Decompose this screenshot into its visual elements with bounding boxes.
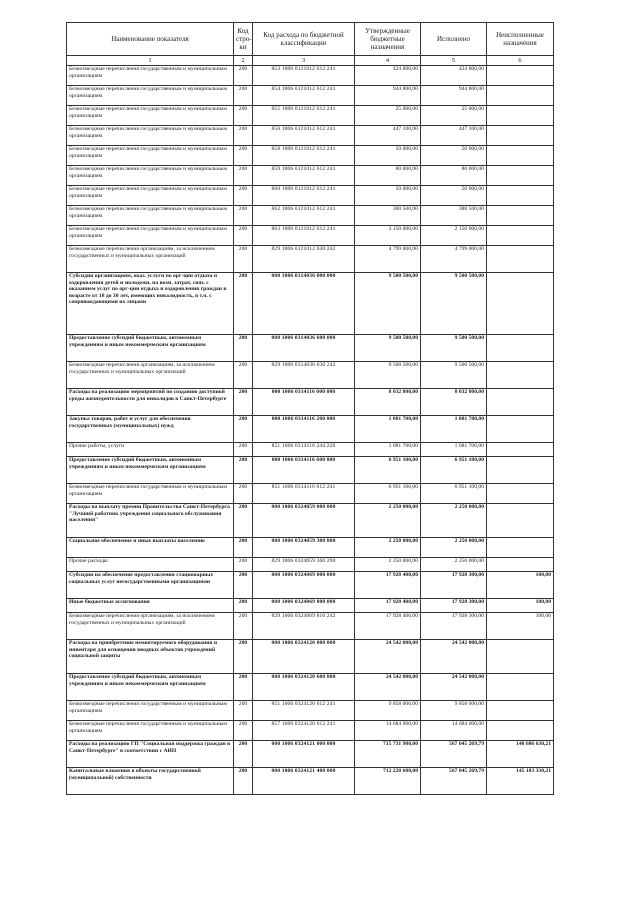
row-line-code: 200: [234, 504, 253, 538]
row-line-code: 200: [234, 146, 253, 166]
row-unexecuted-amount: [487, 457, 554, 484]
row-approved-amount: 1 081 700,00: [355, 416, 421, 443]
column-number: 1: [67, 56, 234, 66]
row-indicator-name: Расходы на приобретение немонтируемого оборудования и инвентаря для оснащения вводных объектов учреждений социальной защиты: [67, 640, 234, 674]
row-executed-amount: 1 081 700,00: [421, 416, 487, 443]
row-indicator-name: Расходы на реализацию мероприятий по созданию доступной среды жизнедеятельности для инвалидов в Санкт-Петербурге: [67, 389, 234, 416]
row-budget-code: 000 1006 0324069 000 000: [253, 572, 355, 599]
row-budget-code: 000 1006 0314036 600 000: [253, 335, 355, 362]
header-executed: Исполнено: [421, 23, 487, 56]
row-approved-amount: 424 800,00: [355, 66, 421, 86]
row-line-code: 200: [234, 226, 253, 246]
row-approved-amount: 25 000,00: [355, 106, 421, 126]
row-indicator-name: Расходы на выплату премии Правительства Санкт-Петербурга "Лучший работник учреждения социального обслуживания населения": [67, 504, 234, 538]
row-approved-amount: 24 542 000,00: [355, 674, 421, 701]
row-executed-amount: 9 500 500,00: [421, 335, 487, 362]
column-number: 3: [253, 56, 355, 66]
row-line-code: 200: [234, 335, 253, 362]
row-line-code: 200: [234, 457, 253, 484]
row-budget-code: 851 1006 0324120 612 241: [253, 701, 355, 721]
row-executed-amount: 2 250 000,00: [421, 504, 487, 538]
row-unexecuted-amount: 100,00: [487, 613, 554, 640]
row-line-code: 200: [234, 389, 253, 416]
row-line-code: 200: [234, 186, 253, 206]
row-budget-code: 853 1006 0121012 612 241: [253, 66, 355, 86]
row-budget-code: 862 1006 0121012 612 241: [253, 206, 355, 226]
row-unexecuted-amount: 100,00: [487, 572, 554, 599]
column-number: 4: [355, 56, 421, 66]
table-row: [67, 146, 554, 166]
budget-table: [66, 22, 554, 795]
row-unexecuted-amount: [487, 126, 554, 146]
row-indicator-name: Безвозмездные перечисления организациям, за исключением государственных и муниципальных организаций: [67, 613, 234, 640]
row-indicator-name: Иные бюджетные ассигнования: [67, 599, 234, 613]
row-executed-amount: 2 150 000,00: [421, 226, 487, 246]
row-indicator-name: Предоставление субсидий бюджетным, автономным учреждениям и иным некоммерческим организациям: [67, 457, 234, 484]
row-line-code: 200: [234, 599, 253, 613]
row-line-code: 200: [234, 484, 253, 504]
row-approved-amount: 380 500,00: [355, 206, 421, 226]
row-indicator-name: Безвозмездные перечисления государственным и муниципальным организациям: [67, 146, 234, 166]
row-budget-code: 856 1006 0121012 612 241: [253, 126, 355, 146]
row-budget-code: 859 1006 0121012 612 241: [253, 166, 355, 186]
row-indicator-name: Предоставление субсидий бюджетным, автономным учреждениям и иным некоммерческим организациям: [67, 674, 234, 701]
row-unexecuted-amount: [487, 504, 554, 538]
table-row: [67, 335, 554, 362]
table-row: [67, 768, 554, 795]
row-budget-code: 000 1006 0324121 000 000: [253, 741, 355, 768]
table-row: [67, 206, 554, 226]
row-budget-code: 857 1006 0324120 612 241: [253, 721, 355, 741]
row-indicator-name: Закупка товаров, работ и услуг для обеспечения государственных (муниципальных) нужд: [67, 416, 234, 443]
row-unexecuted-amount: 100,00: [487, 599, 554, 613]
row-unexecuted-amount: [487, 362, 554, 389]
row-indicator-name: Прочие расходы: [67, 558, 234, 572]
row-approved-amount: 9 858 000,00: [355, 701, 421, 721]
row-approved-amount: 17 928 400,00: [355, 599, 421, 613]
row-approved-amount: 17 928 400,00: [355, 613, 421, 640]
row-line-code: 200: [234, 66, 253, 86]
row-executed-amount: 380 500,00: [421, 206, 487, 226]
row-indicator-name: Безвозмездные перечисления государственным и муниципальным организациям: [67, 484, 234, 504]
row-approved-amount: 80 000,00: [355, 166, 421, 186]
row-executed-amount: 567 045 269,79: [421, 768, 487, 795]
row-executed-amount: 17 928 300,00: [421, 599, 487, 613]
row-line-code: 200: [234, 613, 253, 640]
row-executed-amount: 8 032 800,00: [421, 389, 487, 416]
row-unexecuted-amount: [487, 273, 554, 335]
row-budget-code: 829 1006 0324059 360 290: [253, 558, 355, 572]
row-unexecuted-amount: 148 686 630,21: [487, 741, 554, 768]
row-approved-amount: 8 032 800,00: [355, 389, 421, 416]
row-executed-amount: 17 928 300,00: [421, 613, 487, 640]
row-approved-amount: 4 799 000,00: [355, 246, 421, 273]
table-row: [67, 126, 554, 146]
row-executed-amount: 50 000,00: [421, 146, 487, 166]
row-budget-code: 000 1006 0314036 000 000: [253, 273, 355, 335]
row-budget-code: 855 1006 0121012 612 241: [253, 106, 355, 126]
row-unexecuted-amount: [487, 721, 554, 741]
row-approved-amount: 50 000,00: [355, 146, 421, 166]
row-budget-code: 000 1006 0324059 300 000: [253, 538, 355, 558]
row-executed-amount: 2 250 000,00: [421, 558, 487, 572]
column-number: 2: [234, 56, 253, 66]
table-row: [67, 558, 554, 572]
row-budget-code: 000 1006 0324120 600 000: [253, 674, 355, 701]
row-budget-code: 000 1006 0324120 000 000: [253, 640, 355, 674]
row-unexecuted-amount: [487, 701, 554, 721]
row-executed-amount: 9 858 000,00: [421, 701, 487, 721]
row-line-code: 200: [234, 86, 253, 106]
row-line-code: 200: [234, 246, 253, 273]
row-approved-amount: 447 100,00: [355, 126, 421, 146]
row-executed-amount: 80 000,00: [421, 166, 487, 186]
row-unexecuted-amount: [487, 66, 554, 86]
row-budget-code: 000 1006 0324059 000 000: [253, 504, 355, 538]
row-executed-amount: 1 081 700,00: [421, 443, 487, 457]
row-unexecuted-amount: [487, 206, 554, 226]
row-unexecuted-amount: [487, 443, 554, 457]
table-row: [67, 674, 554, 701]
row-line-code: 200: [234, 572, 253, 599]
column-number: 6: [487, 56, 554, 66]
row-unexecuted-amount: [487, 389, 554, 416]
row-budget-code: 851 1006 0314116 612 241: [253, 484, 355, 504]
row-line-code: 200: [234, 674, 253, 701]
row-budget-code: 829 1006 0314036 630 242: [253, 362, 355, 389]
row-line-code: 200: [234, 701, 253, 721]
row-budget-code: 854 1006 0121012 612 241: [253, 86, 355, 106]
row-indicator-name: Безвозмездные перечисления государственным и муниципальным организациям: [67, 206, 234, 226]
row-approved-amount: 9 500 500,00: [355, 362, 421, 389]
table-row: [67, 66, 554, 86]
row-executed-amount: 447 100,00: [421, 126, 487, 146]
table-body: [67, 66, 554, 795]
row-line-code: 200: [234, 416, 253, 443]
row-indicator-name: Безвозмездные перечисления государственным и муниципальным организациям: [67, 701, 234, 721]
row-executed-amount: 6 951 100,00: [421, 457, 487, 484]
row-indicator-name: Субсидии на обеспечение предоставления стационарных социальных услуг негосударственными организациями: [67, 572, 234, 599]
row-unexecuted-amount: [487, 640, 554, 674]
row-budget-code: 863 1006 0121012 612 241: [253, 226, 355, 246]
row-indicator-name: Прочие работы, услуги: [67, 443, 234, 457]
row-executed-amount: 17 928 300,00: [421, 572, 487, 599]
header-line-code: Код стро-ки: [234, 23, 253, 56]
row-executed-amount: 9 500 500,00: [421, 273, 487, 335]
row-line-code: 200: [234, 166, 253, 186]
row-indicator-name: Безвозмездные перечисления организациям, за исключением государственных и муниципальных организаций: [67, 362, 234, 389]
row-executed-amount: 6 951 100,00: [421, 484, 487, 504]
row-approved-amount: 9 500 500,00: [355, 273, 421, 335]
row-approved-amount: 17 928 400,00: [355, 572, 421, 599]
row-line-code: 200: [234, 558, 253, 572]
row-executed-amount: 9 500 500,00: [421, 362, 487, 389]
column-number-row: [67, 56, 554, 66]
row-indicator-name: Безвозмездные перечисления государственным и муниципальным организациям: [67, 226, 234, 246]
row-budget-code: 000 1006 0324121 400 000: [253, 768, 355, 795]
table-row: [67, 273, 554, 335]
row-indicator-name: Субсидии организациям, оказ. услуги по орг-ции отдыха и оздоровления детей и молодежи, на возм. затрат, связ. с оказанием услуг по орг-ции отдыха и оздоровления граждан в возрасте от 18 до 30 лет, имеющих инвалидность, в т.ч. с сопровождающими их лицами: [67, 273, 234, 335]
row-budget-code: 000 1006 0324069 800 000: [253, 599, 355, 613]
row-unexecuted-amount: [487, 246, 554, 273]
row-budget-code: 829 1006 0324069 810 242: [253, 613, 355, 640]
row-approved-amount: 2 150 000,00: [355, 226, 421, 246]
table-row: [67, 86, 554, 106]
table-row: [67, 599, 554, 613]
row-approved-amount: 50 000,00: [355, 186, 421, 206]
row-approved-amount: 2 250 000,00: [355, 504, 421, 538]
row-executed-amount: 4 799 000,00: [421, 246, 487, 273]
row-indicator-name: Безвозмездные перечисления государственным и муниципальным организациям: [67, 86, 234, 106]
header-unexecuted: Неисполненные назначения: [487, 23, 554, 56]
table-row: [67, 640, 554, 674]
row-line-code: 200: [234, 538, 253, 558]
row-unexecuted-amount: [487, 335, 554, 362]
table-row: [67, 613, 554, 640]
row-unexecuted-amount: [487, 538, 554, 558]
row-unexecuted-amount: 145 183 330,21: [487, 768, 554, 795]
row-approved-amount: 2 250 000,00: [355, 558, 421, 572]
row-approved-amount: 9 500 500,00: [355, 335, 421, 362]
header-budget-code: Код расхода по бюджетной классификации: [253, 23, 355, 56]
row-approved-amount: 1 081 700,00: [355, 443, 421, 457]
row-executed-amount: 567 045 269,79: [421, 741, 487, 768]
row-unexecuted-amount: [487, 558, 554, 572]
row-executed-amount: 944 800,00: [421, 86, 487, 106]
row-line-code: 200: [234, 443, 253, 457]
row-approved-amount: 6 951 100,00: [355, 457, 421, 484]
row-line-code: 200: [234, 206, 253, 226]
row-budget-code: 860 1006 0121012 612 241: [253, 186, 355, 206]
table-row: [67, 186, 554, 206]
table-row: [67, 226, 554, 246]
row-budget-code: 829 1006 0121012 630 242: [253, 246, 355, 273]
header-row: [67, 23, 554, 56]
row-unexecuted-amount: [487, 146, 554, 166]
row-executed-amount: 424 800,00: [421, 66, 487, 86]
row-unexecuted-amount: [487, 484, 554, 504]
row-unexecuted-amount: [487, 106, 554, 126]
table-row: [67, 538, 554, 558]
row-unexecuted-amount: [487, 226, 554, 246]
table-row: [67, 572, 554, 599]
row-approved-amount: 2 250 000,00: [355, 538, 421, 558]
row-unexecuted-amount: [487, 186, 554, 206]
row-indicator-name: Капитальные вложения в объекты государственной (муниципальной) собственности: [67, 768, 234, 795]
table-row: [67, 741, 554, 768]
row-executed-amount: 24 542 000,00: [421, 640, 487, 674]
row-budget-code: 000 1006 0314116 200 000: [253, 416, 355, 443]
row-approved-amount: 944 800,00: [355, 86, 421, 106]
row-line-code: 200: [234, 126, 253, 146]
row-indicator-name: Безвозмездные перечисления государственным и муниципальным организациям: [67, 106, 234, 126]
table-row: [67, 246, 554, 273]
row-indicator-name: Безвозмездные перечисления государственным и муниципальным организациям: [67, 721, 234, 741]
table-row: [67, 443, 554, 457]
row-line-code: 200: [234, 640, 253, 674]
table-row: [67, 389, 554, 416]
row-unexecuted-amount: [487, 86, 554, 106]
row-line-code: 200: [234, 768, 253, 795]
table-row: [67, 416, 554, 443]
header-approved: Утвержденные бюджетные назначения: [355, 23, 421, 56]
row-budget-code: 000 1006 0314116 600 000: [253, 457, 355, 484]
row-approved-amount: 14 684 000,00: [355, 721, 421, 741]
row-executed-amount: 2 250 000,00: [421, 538, 487, 558]
table-row: [67, 504, 554, 538]
row-budget-code: 851 1006 0314116 244 226: [253, 443, 355, 457]
row-executed-amount: 25 000,00: [421, 106, 487, 126]
row-approved-amount: 24 542 000,00: [355, 640, 421, 674]
row-approved-amount: 6 951 100,00: [355, 484, 421, 504]
row-line-code: 200: [234, 106, 253, 126]
row-indicator-name: Предоставление субсидий бюджетным, автономным учреждениям и иным некоммерческим организациям: [67, 335, 234, 362]
row-indicator-name: Социальное обеспечение и иные выплаты населению: [67, 538, 234, 558]
row-executed-amount: 14 684 000,00: [421, 721, 487, 741]
table-row: [67, 457, 554, 484]
row-unexecuted-amount: [487, 674, 554, 701]
row-indicator-name: Безвозмездные перечисления государственным и муниципальным организациям: [67, 66, 234, 86]
row-unexecuted-amount: [487, 166, 554, 186]
row-executed-amount: 24 542 000,00: [421, 674, 487, 701]
row-line-code: 200: [234, 721, 253, 741]
table-row: [67, 701, 554, 721]
table-row: [67, 166, 554, 186]
row-line-code: 200: [234, 273, 253, 335]
header-indicator-name: Наименование показателя: [67, 23, 234, 56]
row-approved-amount: 712 228 600,00: [355, 768, 421, 795]
table-row: [67, 362, 554, 389]
row-indicator-name: Безвозмездные перечисления государственным и муниципальным организациям: [67, 186, 234, 206]
row-indicator-name: Расходы на реализацию ГП "Социальная поддержка граждан в Санкт-Петербурге" в соответствии с АИП: [67, 741, 234, 768]
row-executed-amount: 50 000,00: [421, 186, 487, 206]
row-approved-amount: 715 731 900,00: [355, 741, 421, 768]
row-indicator-name: Безвозмездные перечисления организациям, за исключением государственных и муниципальных организаций: [67, 246, 234, 273]
column-number: 5: [421, 56, 487, 66]
row-budget-code: 000 1006 0314116 000 000: [253, 389, 355, 416]
budget-execution-sheet: [66, 22, 553, 795]
row-unexecuted-amount: [487, 416, 554, 443]
row-budget-code: 858 1006 0121012 612 241: [253, 146, 355, 166]
row-line-code: 200: [234, 362, 253, 389]
row-line-code: 200: [234, 741, 253, 768]
table-row: [67, 721, 554, 741]
table-row: [67, 106, 554, 126]
table-row: [67, 484, 554, 504]
row-indicator-name: Безвозмездные перечисления государственным и муниципальным организациям: [67, 126, 234, 146]
row-indicator-name: Безвозмездные перечисления государственным и муниципальным организациям: [67, 166, 234, 186]
